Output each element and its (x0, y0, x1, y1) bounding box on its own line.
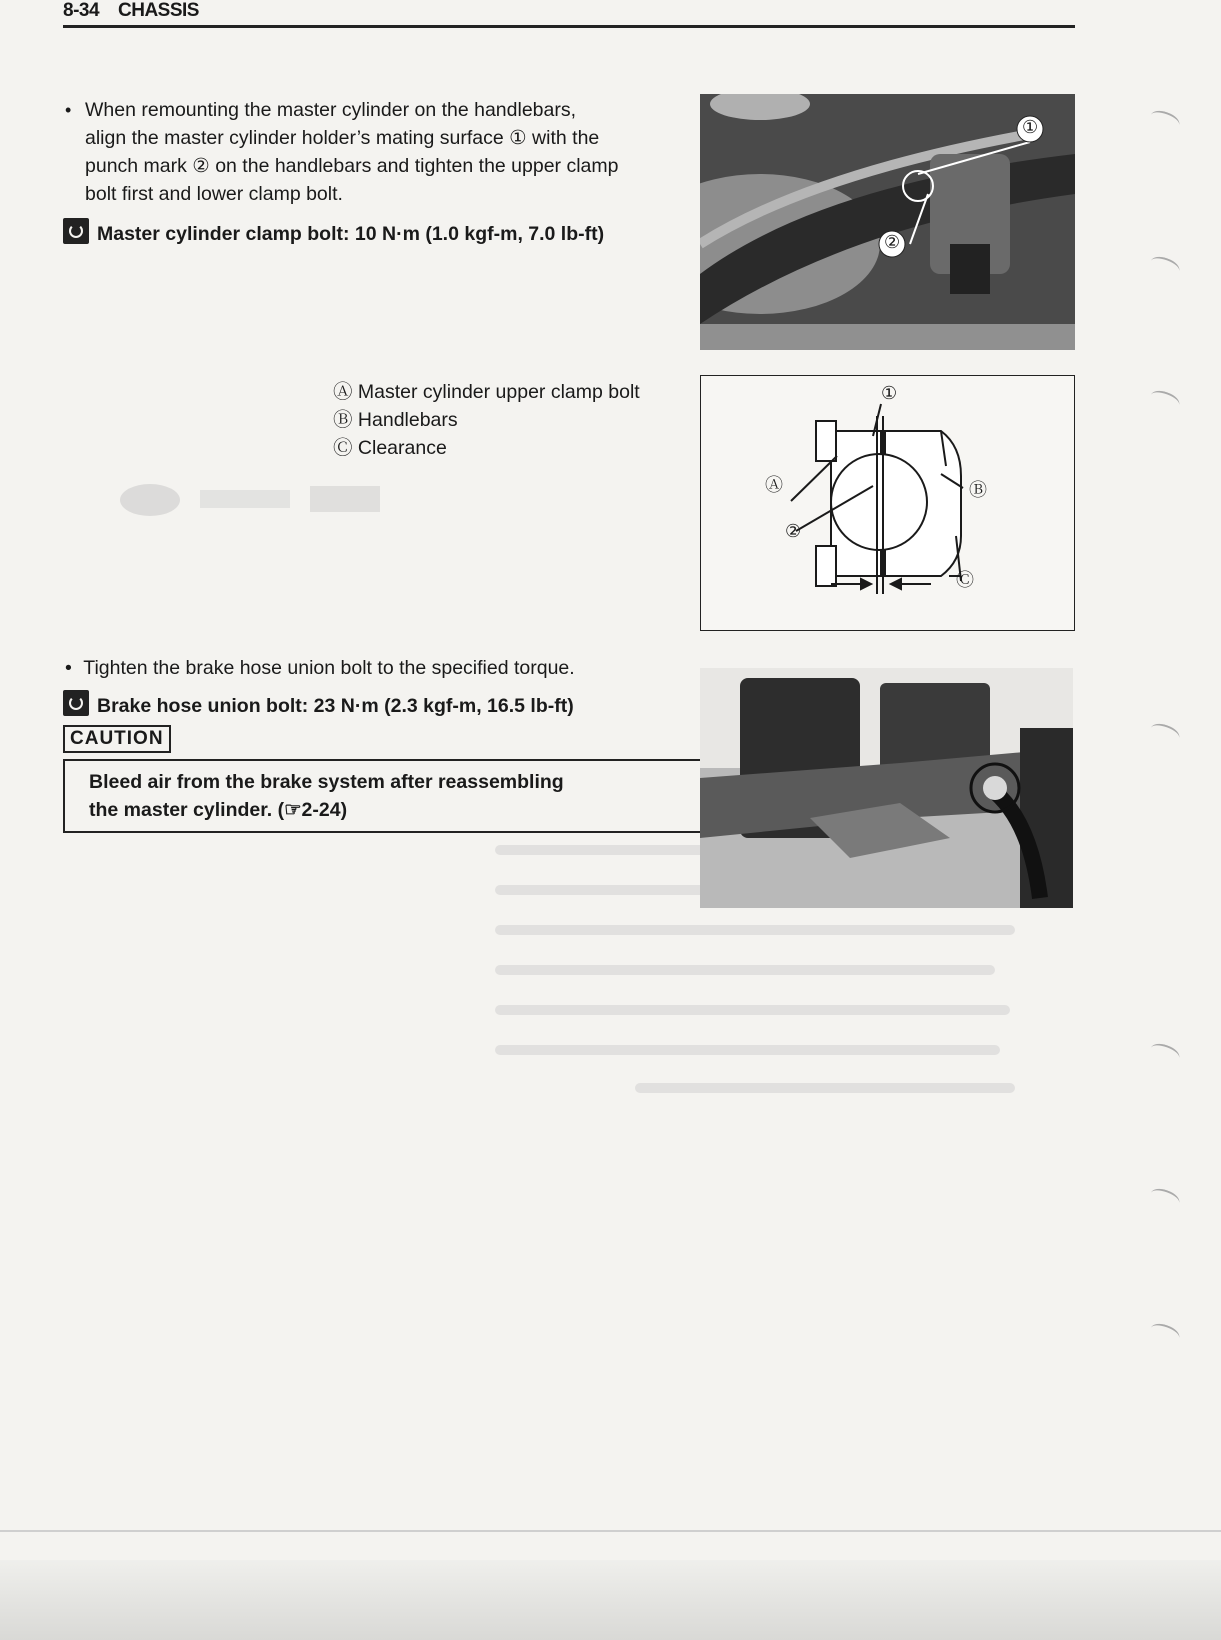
master-cylinder-photo (700, 94, 1075, 350)
margin-mark (1148, 253, 1182, 278)
page-number: 8-34 (63, 0, 100, 21)
diagram-callout-1: ① (881, 383, 898, 403)
step1-line: When remounting the master cylinder on the handlebars, (85, 99, 577, 121)
photo1-callout-2: ② (884, 232, 901, 252)
photo1-callout-1: ① (1022, 117, 1039, 137)
clamp-diagram (700, 375, 1075, 631)
union-bolt-spec (63, 690, 574, 718)
step1-line: bolt first and lower clamp bolt. (85, 183, 343, 205)
diagram-callout-2: ② (785, 521, 802, 541)
diagram-callout-b: Ⓑ (969, 480, 987, 500)
diagram-callout-c: Ⓒ (956, 570, 974, 590)
master-cylinder-photo-art (700, 94, 1075, 350)
header-rule (63, 25, 1075, 28)
bleed-through-graphic-art (110, 480, 390, 520)
step2-text: Tighten the brake hose union bolt to the specified torque. (83, 657, 575, 679)
caution-line: the master cylinder. (☞2-24) (89, 799, 348, 821)
step1-line: punch mark ② on the handlebars and tighten the upper clamp (85, 155, 619, 177)
step2-bullet: • (65, 657, 72, 679)
legend-item-c: Ⓒ Clearance (333, 437, 447, 459)
brake-hose-photo-art (700, 668, 1073, 908)
torque-wrench-icon (63, 690, 89, 716)
margin-mark (1148, 720, 1182, 745)
margin-mark (1148, 1320, 1182, 1345)
step1-line: align the master cylinder holder’s mating surface ① with the (85, 127, 600, 149)
clamp-bolt-spec-text: Master cylinder clamp bolt: 10 N·m (1.0 kgf-m, 7.0 lb-ft) (97, 223, 605, 245)
union-bolt-spec-text: Brake hose union bolt: 23 N·m (2.3 kgf-m, 16.5 lb-ft) (97, 695, 574, 717)
margin-mark (1148, 1040, 1182, 1065)
caution-box (63, 759, 727, 833)
torque-wrench-icon (63, 218, 89, 244)
brake-hose-photo (700, 668, 1073, 908)
step1-paragraph (65, 96, 675, 208)
margin-mark (1148, 1185, 1182, 1210)
bottom-shadow (0, 1560, 1221, 1640)
clamp-diagram-art (701, 376, 1074, 630)
margin-mark (1148, 107, 1182, 132)
diagram-legend (333, 378, 640, 462)
bottom-rule (0, 1530, 1221, 1532)
legend-item-a: Ⓐ Master cylinder upper clamp bolt (333, 381, 640, 403)
legend-item-b: Ⓑ Handlebars (333, 409, 458, 431)
step1-bullet: • (65, 100, 72, 120)
diagram-callout-a: Ⓐ (765, 475, 783, 495)
caution-line: Bleed air from the brake system after reassembling (89, 771, 564, 793)
clamp-bolt-spec (63, 218, 604, 246)
bleed-through-graphic (110, 480, 390, 520)
step2-paragraph (65, 654, 705, 682)
margin-mark (1148, 387, 1182, 412)
section-title: CHASSIS (118, 0, 199, 21)
caution-label: CAUTION (63, 725, 171, 753)
